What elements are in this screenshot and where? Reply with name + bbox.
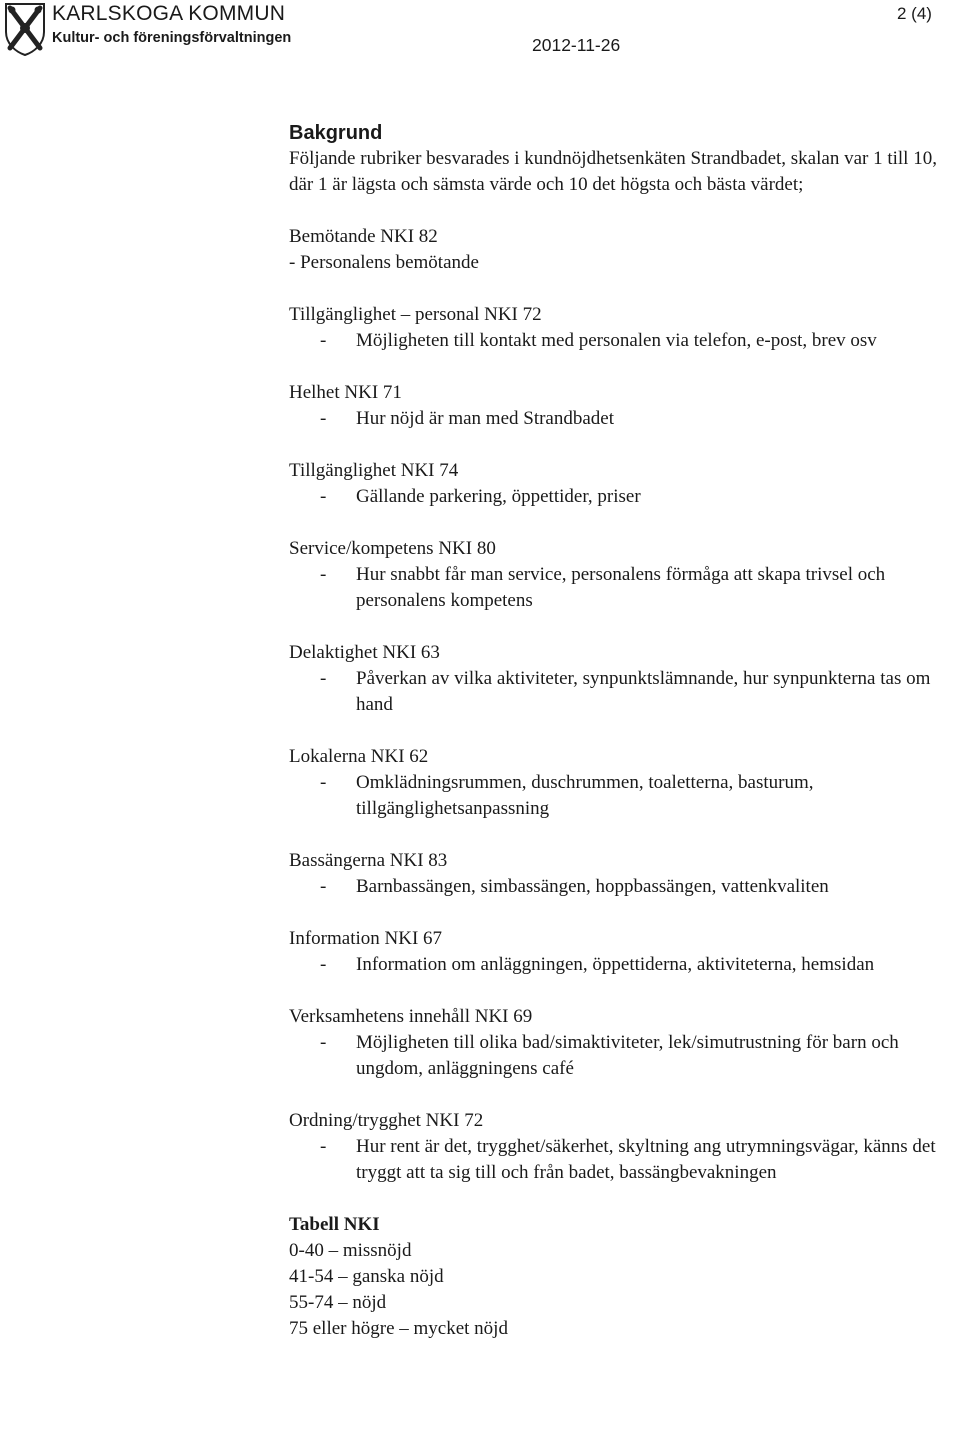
table-row: 75 eller högre – mycket nöjd [289, 1318, 508, 1339]
rating-item-detail: Hur snabbt får man service, personalens förmåga att skapa trivsel och personalens kompetens [356, 564, 886, 611]
rating-item-title: Verksamhetens innehåll NKI 69 [289, 1006, 533, 1027]
document-date: 2012-11-26 [532, 35, 621, 55]
bullet-dash: - [320, 486, 327, 507]
rating-item-detail: Påverkan av vilka aktiviteter, synpunktslämnande, hur synpunkterna tas om hand [356, 668, 931, 715]
section-heading: Bakgrund [289, 122, 383, 144]
bullet-dash: - [320, 954, 327, 975]
rating-item [289, 458, 954, 510]
intro-paragraph: Följande rubriker besvarades i kundnöjdhetsenkäten Strandbadet, skalan var 1 till 10, där 1 är lägsta och sämsta värde och 10 det högsta och bästa värdet; [289, 148, 937, 195]
rating-item-detail: - Personalens bemötande [289, 252, 479, 273]
rating-item-detail: Möjligheten till olika bad/simaktiviteter, lek/simutrustning för barn och ungdom, anläggningens café [356, 1032, 899, 1079]
department-name: Kultur- och föreningsförvaltningen [52, 30, 292, 46]
document-body [289, 118, 954, 1342]
table-row: 41-54 – ganska nöjd [289, 1266, 444, 1287]
bullet-dash: - [320, 668, 327, 689]
table-heading: Tabell NKI [289, 1214, 380, 1235]
rating-item-detail: Omklädningsrummen, duschrummen, toaletterna, basturum, tillgänglighetsanpassning [356, 772, 814, 819]
rating-item [289, 744, 954, 822]
page-header [0, 0, 960, 70]
bullet-dash: - [320, 876, 327, 897]
rating-item-title: Bassängerna NKI 83 [289, 850, 448, 871]
rating-item-title: Delaktighet NKI 63 [289, 642, 440, 663]
rating-item-detail: Hur nöjd är man med Strandbadet [356, 408, 615, 429]
rating-item-title: Information NKI 67 [289, 928, 443, 949]
table-row: 0-40 – missnöjd [289, 1240, 412, 1261]
rating-item [289, 926, 954, 978]
rating-item-title: Bemötande NKI 82 [289, 226, 438, 247]
rating-item-title: Lokalerna NKI 62 [289, 746, 429, 767]
rating-item-title: Service/kompetens NKI 80 [289, 538, 496, 559]
bullet-dash: - [320, 772, 327, 793]
rating-item [289, 1004, 954, 1082]
rating-item-title: Tillgänglighet NKI 74 [289, 460, 459, 481]
bullet-dash: - [320, 1032, 327, 1053]
rating-item-detail: Möjligheten till kontakt med personalen via telefon, e-post, brev osv [356, 330, 877, 351]
rating-item-title: Ordning/trygghet NKI 72 [289, 1110, 484, 1131]
rating-item [289, 1108, 954, 1186]
rating-item-bemotande [289, 224, 954, 276]
bullet-dash: - [320, 1136, 327, 1157]
rating-item [289, 640, 954, 718]
table-row: 55-74 – nöjd [289, 1292, 387, 1313]
organization-name: KARLSKOGA KOMMUN [52, 2, 286, 25]
rating-item-detail: Information om anläggningen, öppettiderna, aktiviteterna, hemsidan [356, 954, 875, 975]
rating-item [289, 536, 954, 614]
rating-item [289, 302, 954, 354]
rating-item [289, 380, 954, 432]
nki-scale-table [289, 1212, 954, 1342]
rating-item-title: Helhet NKI 71 [289, 382, 402, 403]
bullet-dash: - [320, 564, 327, 585]
rating-item-detail: Barnbassängen, simbassängen, hoppbassängen, vattenkvaliten [356, 876, 829, 897]
municipal-shield-logo-icon [4, 2, 46, 56]
bullet-dash: - [320, 330, 327, 351]
rating-item-title: Tillgänglighet – personal NKI 72 [289, 304, 542, 325]
rating-item-detail: Gällande parkering, öppettider, priser [356, 486, 641, 507]
bullet-dash: - [320, 408, 327, 429]
rating-item-detail: Hur rent är det, trygghet/säkerhet, skyltning ang utrymningsvägar, känns det tryggt att ta sig till och från badet, bassängbevakningen [356, 1136, 936, 1183]
rating-item [289, 848, 954, 900]
page-number: 2 (4) [897, 4, 932, 23]
